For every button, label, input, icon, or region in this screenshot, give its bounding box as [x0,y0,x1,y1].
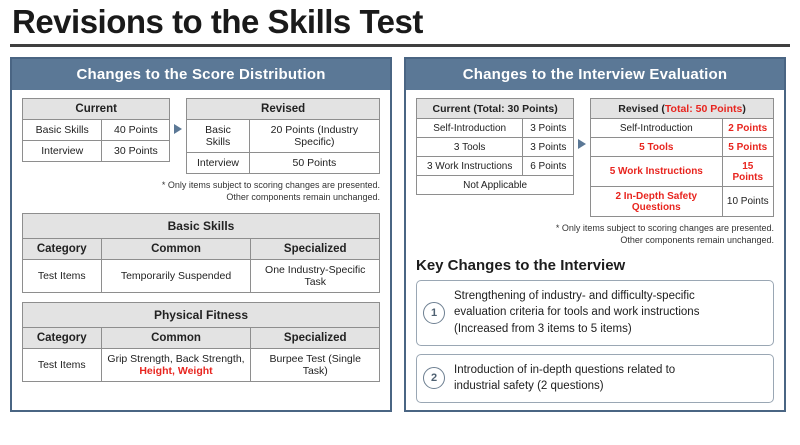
rev-int-r1-value: 5 Points [722,138,773,157]
current-score-table-title: Current [23,99,170,120]
current-interview-table [416,98,574,195]
rev-int-r0-value: 2 Points [722,119,773,138]
physical-fitness-block [22,302,380,382]
key-change-item-1 [416,280,774,346]
cur-int-r0-label: Self-Introduction [417,119,523,138]
panel-interview-evaluation-header: Changes to the Interview Evaluation [406,59,784,90]
table-row [591,119,774,138]
interview-note [416,222,774,246]
key-change-2-line2: industrial safety (2 questions) [454,380,604,393]
page-title: Revisions to the Skills Test [12,3,423,40]
physical-fitness-common-line2: Height, Weight [139,364,213,377]
current-row1-value: 30 Points [102,141,170,162]
current-row0-value: 40 Points [102,120,170,141]
interview-note-line1: * Only items subject to scoring changes are presented. [555,223,774,234]
revised-row1-value: 50 Points [249,153,379,174]
cur-int-r2-label: 3 Work Instructions [417,157,523,176]
key-change-text-1 [454,288,699,338]
score-note-line2: Other components remain unchanged. [226,192,380,203]
revised-title-value: Total: 50 Points [664,102,743,115]
table-row [417,176,574,195]
panels-container [0,47,800,412]
cur-int-r2-value: 6 Points [523,157,574,176]
interview-tables-row [416,98,774,217]
panel-score-distribution-header: Changes to the Score Distribution [12,59,390,90]
physical-fitness-row-label: Test Items [23,348,102,381]
revised-interview-title [591,99,774,119]
score-distribution-note [22,179,380,203]
panel-interview-evaluation [404,57,786,412]
physical-fitness-common-line1: Grip Strength, Back Strength, [107,352,245,365]
physical-fitness-h2: Specialized [251,327,380,348]
key-change-2-line1: Introduction of in-depth questions related to [454,363,676,376]
table-row [417,157,574,176]
table-row [417,138,574,157]
score-tables-row [22,98,380,174]
rev-int-r2-label: 5 Work Instructions [591,157,722,187]
table-row [23,238,380,259]
basic-skills-h1: Common [101,238,251,259]
cur-int-r3-label: Not Applicable [417,176,574,195]
panel-interview-evaluation-body [406,90,784,419]
physical-fitness-table [22,327,380,382]
cur-int-r1-value: 3 Points [523,138,574,157]
physical-fitness-common [101,348,251,381]
basic-skills-h2: Specialized [251,238,380,259]
table-row [591,157,774,187]
key-change-number-2: 2 [423,367,445,389]
table-row [23,259,380,292]
key-change-text-2 [454,362,675,395]
rev-int-r2-value: 15 Points [722,157,773,187]
current-score-table [22,98,170,162]
current-score-table-wrap [22,98,170,162]
arrow-right-icon [174,124,182,134]
physical-fitness-h1: Common [101,327,251,348]
table-row [417,119,574,138]
table-row [23,120,170,141]
revised-interview-table [590,98,774,217]
current-row0-label: Basic Skills [23,120,102,141]
rev-int-r0-label: Self-Introduction [591,119,722,138]
arrow-container-right [574,98,590,190]
score-note-line1: * Only items subject to scoring changes are presented. [161,180,380,191]
physical-fitness-h0: Category [23,327,102,348]
cur-int-r0-value: 3 Points [523,119,574,138]
basic-skills-block [22,213,380,293]
table-row [23,141,170,162]
basic-skills-table [22,238,380,293]
revised-interview-table-wrap [590,98,774,217]
arrow-right-icon [578,139,586,149]
rev-int-r3-value: 10 Points [722,187,773,217]
key-change-item-2 [416,354,774,403]
revised-row0-label: Basic Skills [187,120,250,153]
key-change-1-line1: Strengthening of industry- and difficulty-specific [454,289,695,302]
revised-score-table-title: Revised [187,99,380,120]
revised-title-suffix: ) [742,102,746,115]
basic-skills-r0c1: Temporarily Suspended [101,259,251,292]
current-interview-table-wrap [416,98,574,195]
key-change-1-line3: (Increased from 3 items to 5 items) [454,322,632,335]
key-change-number-1: 1 [423,302,445,324]
current-row1-label: Interview [23,141,102,162]
revised-title-prefix: Revised ( [618,102,665,115]
table-row [187,120,380,153]
physical-fitness-title: Physical Fitness [22,302,380,327]
revised-row1-label: Interview [187,153,250,174]
basic-skills-r0c0: Test Items [23,259,102,292]
revised-row0-value: 20 Points (Industry Specific) [249,120,379,153]
table-row [187,153,380,174]
interview-note-line2: Other components remain unchanged. [620,235,774,246]
arrow-container [170,98,186,160]
rev-int-r3-label: 2 In-Depth Safety Questions [591,187,722,217]
revised-score-table-wrap [186,98,380,174]
rev-int-r1-label: 5 Tools [591,138,722,157]
basic-skills-title: Basic Skills [22,213,380,238]
key-change-1-line2: evaluation criteria for tools and work instructions [454,306,700,319]
panel-score-distribution [10,57,392,412]
revised-score-table [186,98,380,174]
cur-int-r1-label: 3 Tools [417,138,523,157]
current-interview-title: Current (Total: 30 Points) [417,99,574,119]
table-row [23,327,380,348]
table-row [591,187,774,217]
basic-skills-r0c2: One Industry-Specific Task [251,259,380,292]
panel-score-distribution-body [12,90,390,389]
physical-fitness-specialized: Burpee Test (Single Task) [251,348,380,381]
table-row [23,348,380,381]
table-row [591,138,774,157]
key-changes-title: Key Changes to the Interview [416,256,626,274]
basic-skills-h0: Category [23,238,102,259]
